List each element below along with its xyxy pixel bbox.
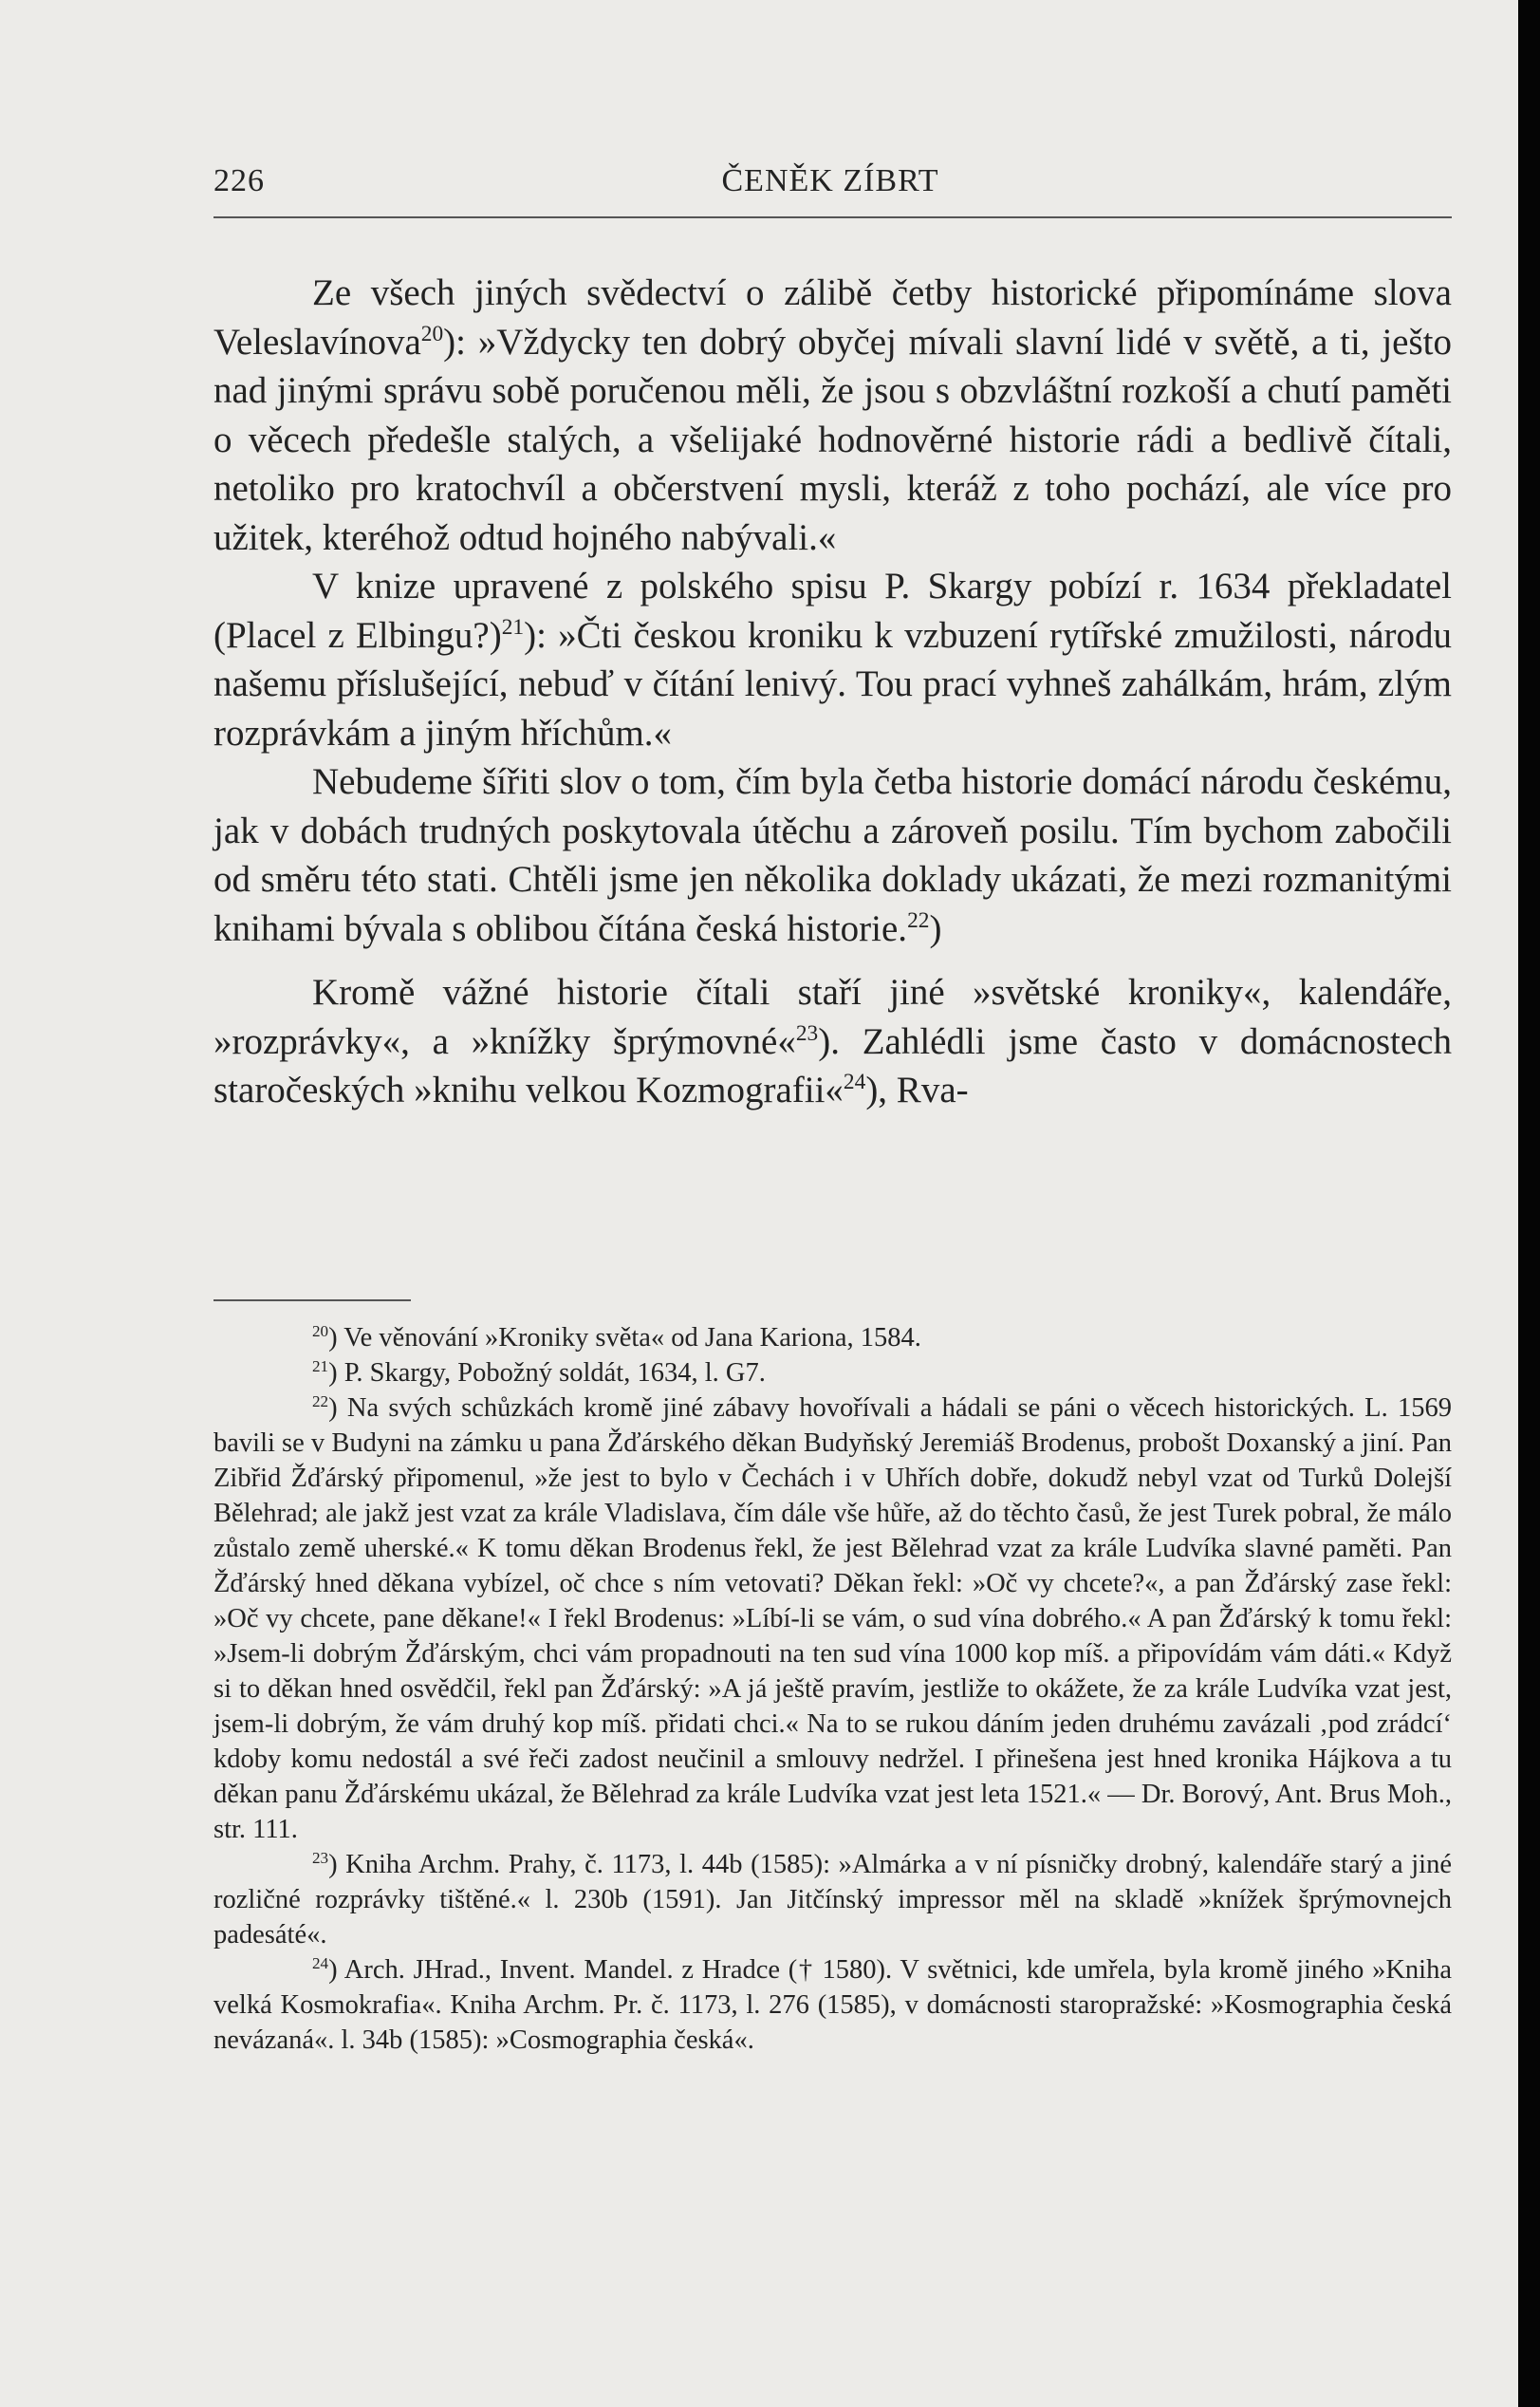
footnote-ref: 21 <box>501 614 525 640</box>
footnote-ref: 22 <box>907 907 930 933</box>
footnote-ref: 24 <box>843 1069 866 1094</box>
paragraph-2: V knize upravené z polského spisu P. Skargy pobízí r. 1634 překladatel (Placel z Elbingu?)$^{21}$): »Čti českou kroniku k vzbuzení rytířské zmužilosti, národu našemu příslušející, nebuď v čítání lenivý. Tou prací vyhneš zahálkám, hrám, zlým rozprávkám a jiným hříchům.« <box>213 566 1452 754</box>
footnote-22: $^{22}$) Na svých schůzkách kromě jiné zábavy hovořívali a hádali se páni o věcech historických. L. 1569 bavili se v Budyni na zámku u pana Žďárského děkan Budyňský Jeremiáš Brodenus, probošt Doxanský a jiní. Pan Zibřid Žďárský připomenul, »že jest to bylo v Čechách i v Uhřích dobře, dokudž nebyl vzat od Turků Dolejší Bělehrad; ale jakž jest vzat za krále Vladislava, čím dále vše hůře, až do těchto časů, že jest Turek pobral, že málo zůstalo země uherské.« K tomu děkan Brodenus řekl, že jest Bělehrad vzat za krále Ludvíka slavné paměti. Pan Žďárský hned děkana vybízel, oč chce s ním vetovati? Děkan řekl: »Oč vy chcete?«, a pan Žďárský zase řekl: »Oč vy chcete, pane děkane!« I řekl Brodenus: »Líbí-li se vám, o sud vína dobrého.« A pan Žďárský k tomu řekl: »Jsem-li dobrým Žďárským, chci vám propadnouti na ten sud vína 1000 kop míš. a připovídám vám dáti.« Když si to děkan hned osvědčil, řekl pan Žďárský: »A já ještě pravím, jestliže to okážete, že za krále Ludvíka vzat jest, jsem-li dobrým, že vám druhý kop míš. přidati chci.« Na to se rukou dáním jeden druhému zavázali ‚pod zrádcí‘ kdoby komu nedostál a své řeči zadost neučinil a smlouvy nedržel. I přinešena jest hned kronika Hájkova a tu děkan panu Žďárskému ukázal, že Bělehrad za krále Ludvíka vzat jest leta 1521.« — Dr. Borový, Ant. Brus Moh., str. 111. <box>213 1391 1452 1844</box>
footnote-rule <box>213 1299 411 1301</box>
header-rule <box>213 216 1452 218</box>
footnote-ref: 20 <box>420 321 444 346</box>
footnote-21: $^{21}$) P. Skargy, Pobožný soldát, 1634, l. G7. <box>312 1356 766 1388</box>
running-title: ČENĚK ZÍBRT <box>721 163 939 198</box>
footnote-ref: 23 <box>795 1020 819 1046</box>
footnotes <box>213 1320 1452 2058</box>
paragraph-1: Ze všech jiných svědectví o zálibě četby historické připomínáme slova Veleslavínova$^{20}$): »Vždycky ten dobrý obyčej mívali slavní lidé v světě, a ti, ješto nad jinými správu sobě poručenou měli, že jsou s obzvláštní rozkoší a chutí paměti o věcech předešle stalých, a všelijaké hodnověrné historie rádi a bedlivě čítali, netoliko pro kratochvíl a občerstvení mysli, kteráž z toho pochází, ale více pro užitek, kteréhož odtud hojného nabývali.« <box>213 272 1452 558</box>
page-number: 226 <box>213 163 265 198</box>
running-header <box>213 163 1447 211</box>
footnote-20: $^{20}$) Ve věnování »Kroniky světa« od Jana Kariona, 1584. <box>312 1321 921 1353</box>
scan-edge <box>1518 0 1540 2407</box>
paragraph-4: Kromě vážné historie čítali staří jiné »světské kroniky«, kalendáře, »rozprávky«, a »knížky šprýmovné«$^{23}$). Zahlédli jsme často v domácnostech staročeských »knihu velkou Kozmografii«$^{24}$), Rva- <box>213 972 1452 1110</box>
footnote-23: $^{23}$) Kniha Archm. Prahy, č. 1173, l. 44b (1585): »Almárka a v ní písničky drobný, kalendáře starý a jiné rozličné rozprávky tištěné.« l. 230b (1591). Jan Jitčínský impressor měl na skladě »knížek šprýmovnejch padesáté«. <box>213 1848 1452 1950</box>
main-text <box>213 269 1452 1115</box>
paragraph-3: Nebudeme šířiti slov o tom, čím byla četba historie domácí národu českému, jak v dobách trudných poskytovala útěchu a zároveň posilu. Tím bychom zabočili od směru této stati. Chtěli jsme jen několika doklady ukázati, že mezi rozmanitými knihami bývala s oblibou čítána česká historie.$^{22}$) <box>213 761 1452 949</box>
footnote-24: $^{24}$) Arch. JHrad., Invent. Mandel. z Hradce († 1580). V světnici, kde umřela, byla kromě jiného »Kniha velká Kosmokrafia«. Kniha Archm. Pr. č. 1173, l. 276 (1585), v domácnosti staropražské: »Kosmographia česká nevázaná«. l. 34b (1585): »Cosmographia česká«. <box>213 1953 1452 2055</box>
